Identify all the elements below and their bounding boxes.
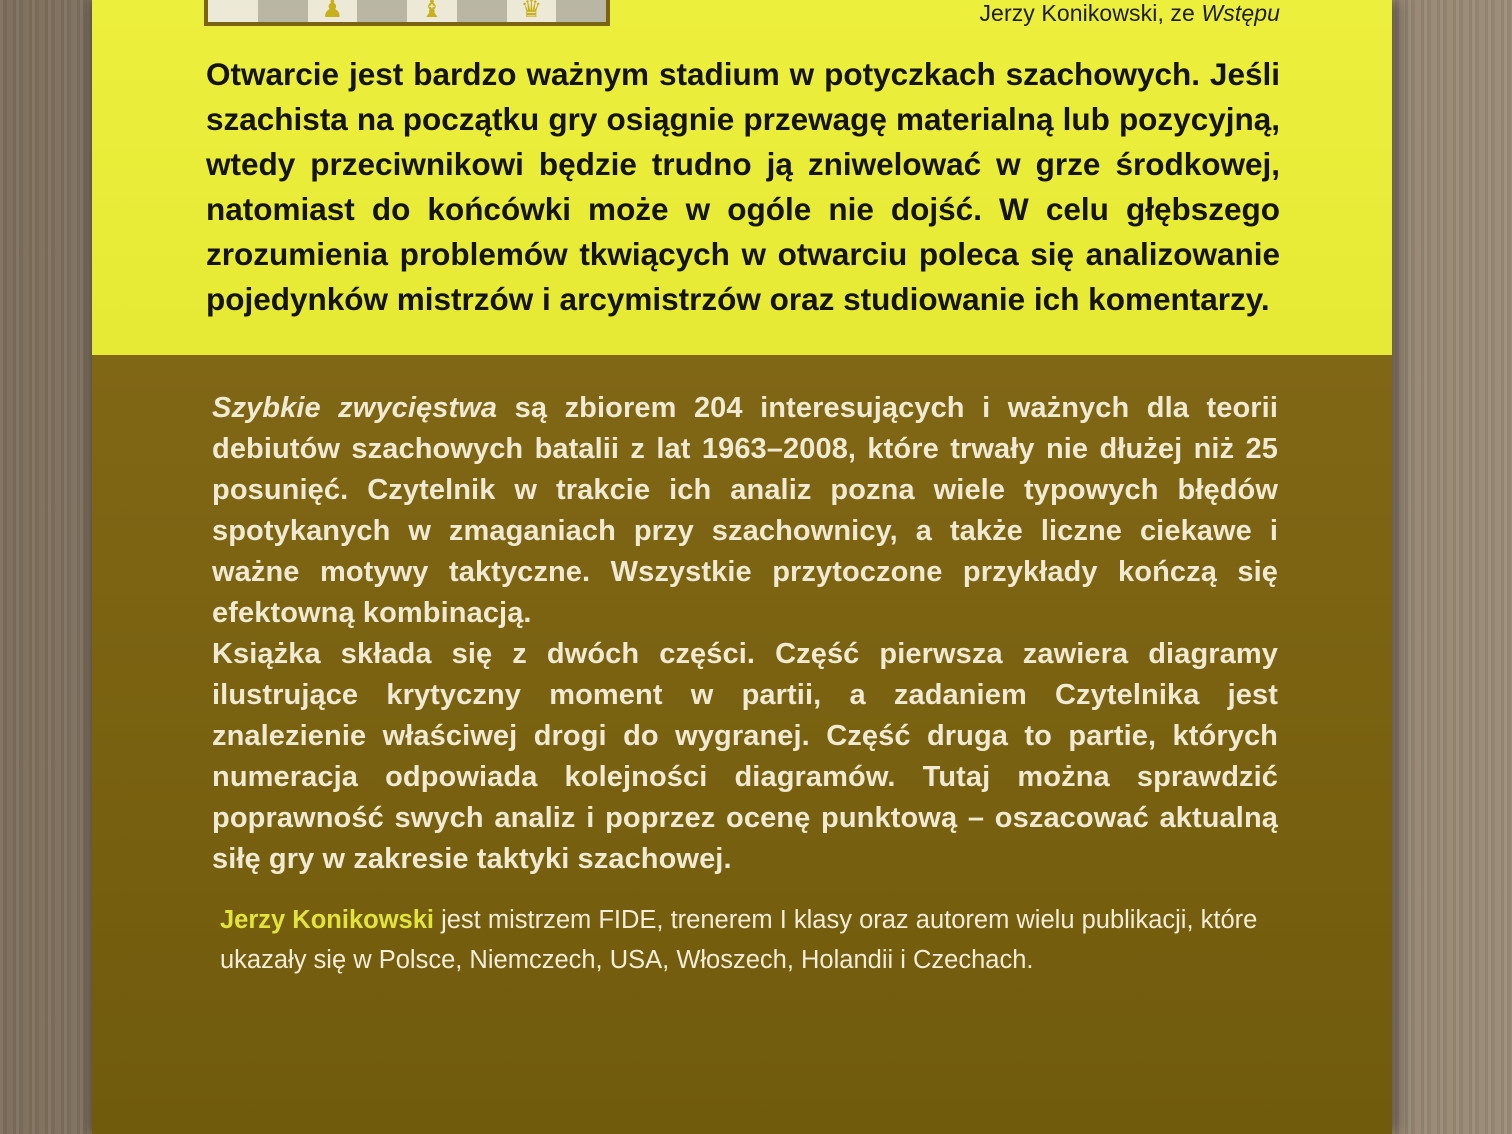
chess-square (457, 0, 507, 22)
chess-board-strip-illustration (204, 0, 610, 26)
quote-attribution (979, 0, 1280, 27)
chess-square (357, 0, 407, 22)
yellow-intro-panel (92, 0, 1392, 355)
chess-square (556, 0, 606, 22)
description-paragraph-1 (212, 388, 1278, 634)
author-bio-text: jest mistrzem FIDE, trenerem I klasy oraz autorem wielu publikacji, które ukazały się w Polsce, Niemczech, USA, Włoszech, Holandii i Czechach. (220, 906, 1258, 974)
description-paragraph-1-text: są zbiorem 204 interesujących i ważnych dla teorii debiutów szachowych batalii z lat 1963–2008, które trwały nie dłużej niż 25 posunięć. Czytelnik w trakcie ich analiz pozna wiele typowych błędów spotykanych w zmaganiach przy szachownicy, a także liczne ciekawe i ważne motywy taktyczne. Wszystkie przytoczone przykłady kończą się efektowną kombinacją. (212, 392, 1278, 629)
author-name: Jerzy Konikowski (220, 906, 434, 934)
intro-paragraph: Otwarcie jest bardzo ważnym stadium w potyczkach szachowych. Jeśli szachista na początku gry osiągnie przewagę materialną lub pozycyjną, wtedy przeciwnikowi będzie trudno ją zniwelować w grze środkowej, natomiast do końcówki może w ogóle nie dojść. W celu głębszego zrozumienia problemów tkwiących w otwarciu poleca się analizowanie pojedynków mistrzów i arcymistrzów oraz studiowanie ich komentarzy. (206, 56, 1280, 317)
chess-square (407, 0, 457, 22)
book-title-inline: Szybkie zwycięstwa (212, 392, 498, 424)
author-bio (220, 900, 1282, 980)
attribution-author: Jerzy Konikowski, ze (979, 0, 1195, 26)
chess-square (308, 0, 358, 22)
chess-square (507, 0, 557, 22)
queen-icon: ♛ (520, 0, 543, 23)
description-paragraph-2: Książka składa się z dwóch części. Część pierwsza zawiera diagramy ilustrujące krytyczny moment w partii, a zadaniem Czytelnika jest znalezienie właściwej drogi do wygranej. Część druga to partie, których numeracja odpowiada kolejności diagramów. Tutaj można sprawdzić poprawność swych analiz i poprzez ocenę punktową – oszacować aktualną siłę gry w zakresie taktyki szachowej. (212, 638, 1278, 875)
book-back-cover (92, 0, 1392, 1134)
pawn-icon: ♟ (321, 0, 344, 23)
bishop-icon: ♝ (421, 0, 443, 23)
attribution-source: Wstępu (1201, 0, 1280, 26)
chess-square (208, 0, 258, 22)
chess-square (258, 0, 308, 22)
